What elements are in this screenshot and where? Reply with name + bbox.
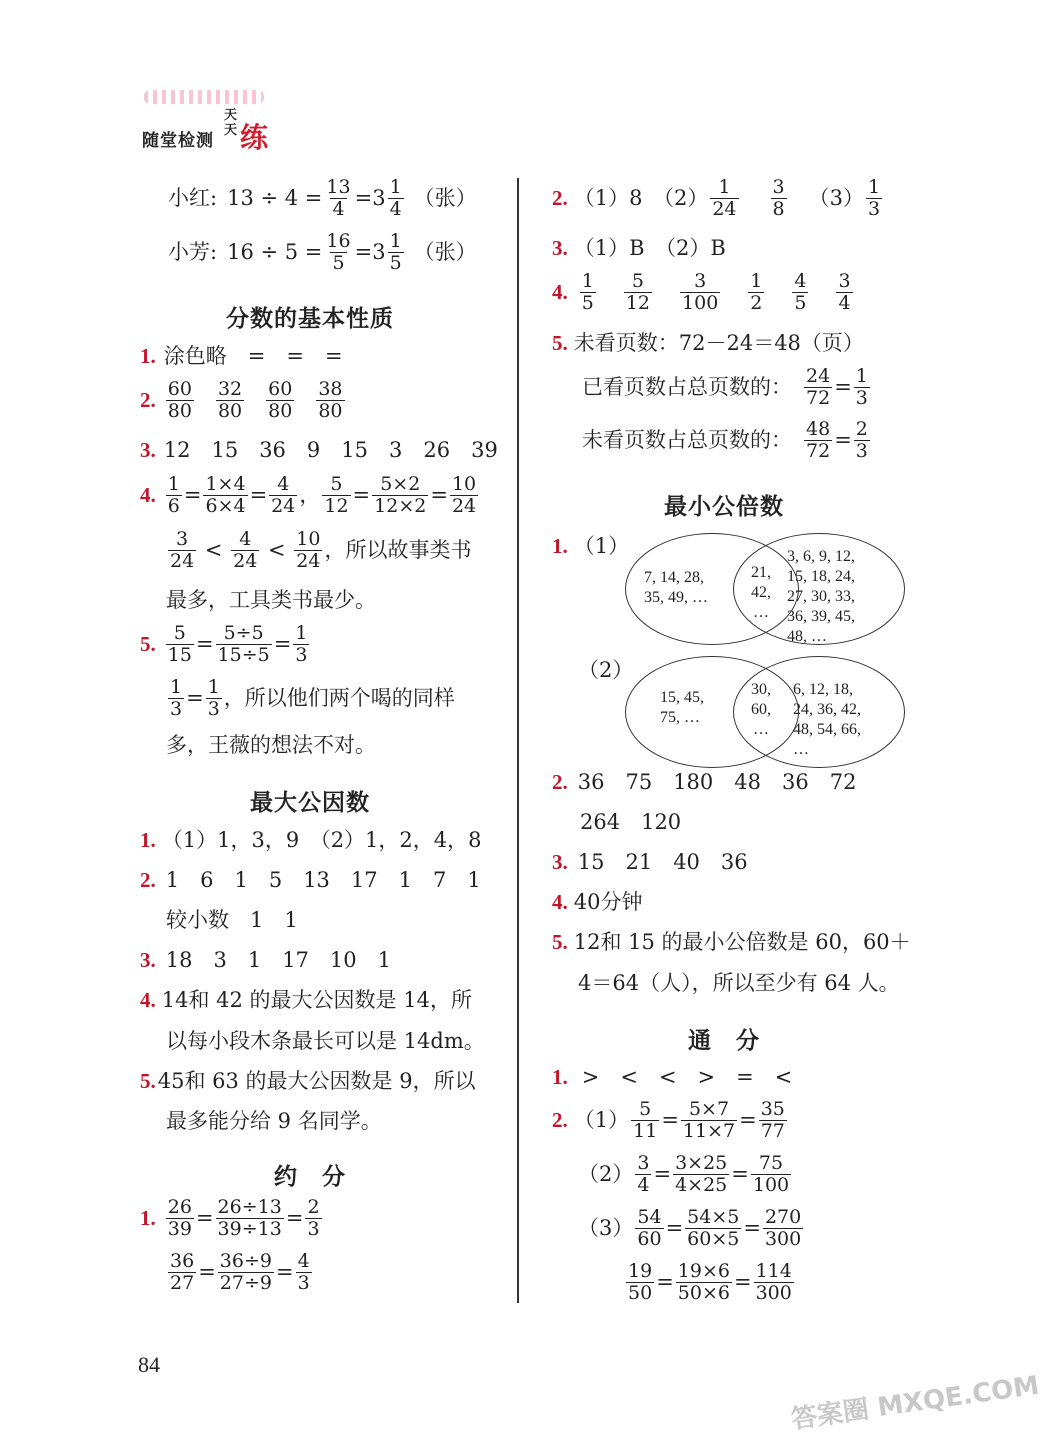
- fraction: $\frac{26\div 13}{39\div 13}$: [217, 1196, 282, 1240]
- s1-q1: [140, 346, 343, 367]
- answer-text: 18 3 1 17 10 1: [165, 948, 391, 972]
- fraction: $\frac{1}{6}$: [167, 473, 180, 517]
- fraction: $\frac{5\times 7}{11\times 7}$: [682, 1098, 736, 1142]
- question-number: 5.: [552, 930, 568, 954]
- answer-text: 45和 63 的最大公因数是 9，所以: [157, 1069, 476, 1093]
- fraction: $\frac{10}{24}$: [451, 473, 477, 517]
- xiaohong-label: 小红:: [168, 186, 218, 211]
- mixed-whole: 3: [372, 186, 386, 211]
- s1-q4-line3: [166, 590, 376, 611]
- fraction: $\frac{3}{100}$: [682, 270, 719, 314]
- answer-text: 最多能分给 9 名同学。: [166, 1109, 382, 1133]
- logo-dots: [144, 90, 264, 104]
- venn1-left-text: 7, 14, 28, 35, 49, …: [644, 569, 708, 606]
- s3-q1: 1. $\frac{26}{39}$ = $\frac{26\div 13}{39\div 13}$ = $\frac{2}{3}$: [140, 1196, 320, 1240]
- fraction: $\frac{35}{77}$: [760, 1098, 785, 1142]
- question-number: 3.: [552, 236, 568, 260]
- logo-accent-1: 天天: [224, 108, 238, 138]
- s4-q3: [552, 852, 748, 873]
- question-number: 1.: [552, 1065, 568, 1089]
- fraction: $\frac{1}{3}$: [868, 176, 881, 220]
- answer-text: （1）B （2）B: [573, 236, 726, 260]
- mixed-whole: 3: [372, 240, 386, 265]
- s5-q2-1: 2. （1） $\frac{5}{11}$ = $\frac{5\times 7}{11\times 7}$ = $\frac{35}{77}$: [552, 1098, 785, 1142]
- answer-text: ，所以故事类书: [324, 538, 472, 563]
- s4-q2: [552, 772, 856, 793]
- fraction: $\frac{1}{24}$: [712, 176, 737, 220]
- fraction: $\frac{38}{80}$: [318, 378, 343, 422]
- section-title-common-denominator: 通 分: [688, 1028, 760, 1054]
- question-number: 4.: [552, 890, 568, 914]
- s4-q4: [552, 892, 642, 913]
- fraction: $\frac{4}{24}$: [271, 473, 296, 517]
- answer-text: 涂色略 = = =: [163, 344, 343, 368]
- answer-text: 14和 42 的最大公因数是 14，所: [161, 988, 472, 1012]
- answer-text: 264 120: [580, 810, 682, 834]
- sub-label: （1）: [573, 534, 630, 558]
- fraction: $\frac{19\times 6}{50\times 6}$: [677, 1260, 730, 1304]
- fraction: $\frac{36}{27}$: [170, 1250, 195, 1294]
- column-divider: [517, 178, 519, 1303]
- section-title-gcd: 最大公因数: [250, 790, 370, 816]
- fraction: $\frac{1}{3}$: [170, 676, 183, 720]
- fraction: $\frac{1}{5}$: [581, 270, 594, 314]
- fraction: $\frac{3\times 25}{4\times 25}$: [675, 1152, 728, 1196]
- s2-q3: [140, 950, 391, 971]
- logo-text: 随堂检测: [142, 131, 214, 151]
- fraction: $\frac{26}{39}$: [167, 1196, 192, 1240]
- s2-q5: [140, 1071, 476, 1092]
- s1-q4-line2: $\frac{3}{24}$ < $\frac{4}{24}$ < $\frac{10}{24}$ ，所以故事类书: [170, 528, 472, 572]
- s5-q1: [552, 1067, 792, 1088]
- answer-text: 12和 15 的最小公倍数是 60，60＋: [573, 930, 911, 954]
- venn2-right-text: 6, 12, 18, 24, 36, 42, 48, 54, 66, …: [793, 681, 861, 758]
- s4-q5: [552, 932, 911, 953]
- s4-q5-line2: [578, 973, 900, 994]
- fraction: $\frac{32}{80}$: [217, 378, 243, 422]
- fraction: $\frac{10}{24}$: [296, 528, 321, 572]
- s2-q1: [140, 830, 482, 851]
- fraction: $\frac{4}{3}$: [297, 1250, 310, 1294]
- sub-label: （1）: [573, 1108, 630, 1133]
- venn1-mid-text: 21, 42, …: [751, 564, 771, 621]
- fraction: $\frac{2}{3}$: [855, 418, 868, 462]
- watermark: 答案圈 MXQE.COM: [789, 1370, 1041, 1436]
- answer-text: 未看页数占总页数的：: [582, 428, 792, 453]
- question-number: 3.: [140, 438, 156, 462]
- header-logo: [140, 90, 280, 154]
- question-number: 4.: [552, 280, 568, 305]
- answer-text: 最多，工具类书最少。: [166, 588, 376, 612]
- section-title-lcm: 最小公倍数: [664, 494, 784, 520]
- s4-q2-line2: [580, 812, 681, 833]
- answer-text: 1 6 1 5 13 17 1 7 1: [165, 868, 481, 892]
- r-q4: [552, 272, 855, 314]
- fraction: $\frac{270}{300}$: [764, 1206, 802, 1250]
- question-number: 2.: [552, 1108, 568, 1133]
- fraction: $\frac{24}{72}$: [806, 365, 831, 409]
- question-number: 1.: [140, 344, 156, 368]
- fraction: $\frac{5\div 5}{15\div 5}$: [217, 622, 270, 666]
- answer-text: 多，王薇的想法不对。: [166, 733, 376, 757]
- fraction: $\frac{5\times 2}{12\times 2}$: [374, 473, 427, 517]
- xiaofang-expr: 16 ÷ 5 =: [227, 240, 323, 265]
- r-q5-line3: 未看页数占总页数的： $\frac{48}{72}$ = $\frac{2}{3}$: [582, 418, 868, 462]
- fraction: $\frac{54\times 5}{60\times 5}$: [687, 1206, 740, 1250]
- s2-q4: [140, 990, 472, 1011]
- fraction: $\frac{4}{5}$: [794, 270, 807, 314]
- venn2-left-text: 15, 45, 75, …: [660, 689, 704, 726]
- s1-q5-line2: $\frac{1}{3}$ = $\frac{1}{3}$ ，所以他们两个喝的同样: [170, 676, 455, 720]
- fraction: $\frac{75}{100}$: [752, 1152, 790, 1196]
- r-q5: [552, 333, 864, 354]
- fraction: $\frac{54}{60}$: [637, 1206, 662, 1250]
- r-q5-line2: 已看页数占总页数的： $\frac{24}{72}$ = $\frac{1}{3}$: [582, 365, 868, 409]
- question-number: 2.: [552, 186, 568, 211]
- fraction: $\frac{3}{8}$: [772, 176, 785, 220]
- fraction: $\frac{3}{24}$: [170, 528, 195, 572]
- question-number: 2.: [140, 868, 156, 892]
- fraction: $\frac{19}{50}$: [628, 1260, 653, 1304]
- sub-label: （2）: [578, 1162, 634, 1187]
- question-number: 2.: [552, 770, 568, 794]
- fraction: $\frac{1}{3}$: [855, 365, 868, 409]
- fraction: $\frac{1}{2}$: [750, 270, 763, 314]
- question-number: 4.: [140, 483, 156, 508]
- answer-text: 较小数 1 1: [166, 908, 298, 932]
- fraction: $\frac{1\times 4}{6\times 4}$: [205, 473, 246, 517]
- s2-q2-line2: [166, 910, 298, 931]
- s2-q5-line2: [166, 1111, 382, 1132]
- venn1-label: [552, 536, 629, 557]
- xiaofang-label: 小芳:: [168, 240, 218, 265]
- unit-label: （张）: [413, 240, 477, 265]
- question-number: 1.: [140, 828, 156, 852]
- s1-q5: 5. $\frac{5}{15}$ = $\frac{5\div 5}{15\div 5}$ = $\frac{1}{3}$: [140, 622, 308, 666]
- unit-label: （张）: [413, 186, 477, 211]
- xiaofang-line: 小芳: 16 ÷ 5 = $\frac{16}{5}$ = 3 $\frac{1}{5}$ （张）: [168, 230, 477, 274]
- logo-accent-2: 练: [240, 121, 269, 154]
- section-title-fraction-property: 分数的基本性质: [226, 306, 394, 332]
- fraction: $\frac{5}{11}$: [633, 1098, 658, 1142]
- fraction: $\frac{36\div 9}{27\div 9}$: [219, 1250, 272, 1294]
- fraction: $\frac{114}{300}$: [755, 1260, 792, 1304]
- fraction: $\frac{60}{80}$: [167, 378, 192, 422]
- question-number: 4.: [140, 988, 156, 1012]
- answer-text: 12 15 36 9 15 3 26 39: [163, 438, 498, 462]
- s1-q2: [140, 380, 347, 422]
- s1-q3: [140, 440, 498, 461]
- answer-text: > < < > = <: [581, 1065, 793, 1089]
- sub-label: （3）: [578, 1216, 634, 1241]
- s1-q4: 4. $\frac{1}{6}$ = $\frac{1\times 4}{6\times 4}$ = $\frac{4}{24}$ ， $\frac{5}{12}$ = $\frac{5\times 2}{12\times 2}$ = $\frac{10}{24}$: [140, 473, 477, 517]
- fraction: $\frac{16}{5}$: [326, 230, 351, 274]
- question-number: 3.: [140, 948, 156, 972]
- question-number: 1.: [140, 1206, 156, 1231]
- answer-text: 已看页数占总页数的：: [582, 375, 792, 400]
- answer-text: （1）1，3，9 （2）1，2，4，8: [161, 828, 482, 852]
- question-number: 5.: [140, 632, 156, 657]
- sub-label: （2）: [578, 658, 634, 682]
- venn2-label: [578, 660, 633, 681]
- xiaohong-expr: 13 ÷ 4 =: [227, 186, 323, 211]
- fraction: $\frac{1}{5}$: [389, 230, 402, 274]
- answer-text: 40分钟: [573, 890, 643, 914]
- s3-q1-line2: $\frac{36}{27}$ = $\frac{36\div 9}{27\div 9}$ = $\frac{4}{3}$: [170, 1250, 310, 1294]
- page-number: 84: [138, 1352, 160, 1377]
- question-number: 1.: [552, 534, 568, 558]
- fraction: $\frac{60}{80}$: [268, 378, 293, 422]
- s5-q2-3: （3） $\frac{54}{60}$ = $\frac{54\times 5}{60\times 5}$ = $\frac{270}{300}$: [578, 1206, 802, 1250]
- fraction: $\frac{3}{4}$: [637, 1152, 650, 1196]
- fraction: $\frac{4}{24}$: [233, 528, 258, 572]
- question-number: 2.: [140, 388, 156, 413]
- fraction: $\frac{2}{3}$: [307, 1196, 320, 1240]
- r-q3: [552, 238, 726, 259]
- answer-text: ，所以他们两个喝的同样: [223, 686, 455, 711]
- question-number: 3.: [552, 850, 568, 874]
- answer-text: 未看页数：72－24＝48（页）: [573, 331, 864, 355]
- question-number: 5.: [140, 1069, 156, 1093]
- fraction: $\frac{5}{15}$: [167, 622, 192, 666]
- answer-text: 15 21 40 36: [577, 850, 748, 874]
- s2-q4-line2: [166, 1031, 485, 1052]
- section-title-reduce: 约 分: [274, 1164, 346, 1190]
- question-number: 5.: [552, 331, 568, 355]
- s5-q2-4: $\frac{19}{50}$ = $\frac{19\times 6}{50\times 6}$ = $\frac{114}{300}$: [628, 1260, 792, 1304]
- answer-text: （3）: [808, 186, 864, 211]
- r-q2: [552, 178, 884, 220]
- fraction: $\frac{1}{3}$: [207, 676, 220, 720]
- answer-text: 36 75 180 48 36 72: [577, 770, 857, 794]
- fraction: $\frac{1}{4}$: [389, 176, 402, 220]
- s2-q2: [140, 870, 481, 891]
- fraction: $\frac{48}{72}$: [806, 418, 831, 462]
- fraction: $\frac{13}{4}$: [326, 176, 351, 220]
- answer-text: 4＝64（人），所以至少有 64 人。: [578, 971, 900, 995]
- venn1-right-text: 3, 6, 9, 12, 15, 18, 24, 27, 30, 33, 36, 39, 45, 48, …: [787, 548, 855, 645]
- answer-text: 以每小段木条最长可以是 14dm。: [166, 1029, 485, 1053]
- fraction: $\frac{1}{3}$: [295, 622, 308, 666]
- xiaohong-line: 小红: 13 ÷ 4 = $\frac{13}{4}$ = 3 $\frac{1}{4}$ （张）: [168, 176, 477, 220]
- fraction: $\frac{5}{12}$: [625, 270, 651, 314]
- venn2-mid-text: 30, 60, …: [751, 681, 771, 738]
- fraction: $\frac{5}{12}$: [324, 473, 349, 517]
- s5-q2-2: （2） $\frac{3}{4}$ = $\frac{3\times 25}{4\times 25}$ = $\frac{75}{100}$: [578, 1152, 790, 1196]
- answer-text: （1）8 （2）: [573, 186, 709, 211]
- fraction: $\frac{3}{4}$: [838, 270, 851, 314]
- s1-q5-line3: [166, 735, 376, 756]
